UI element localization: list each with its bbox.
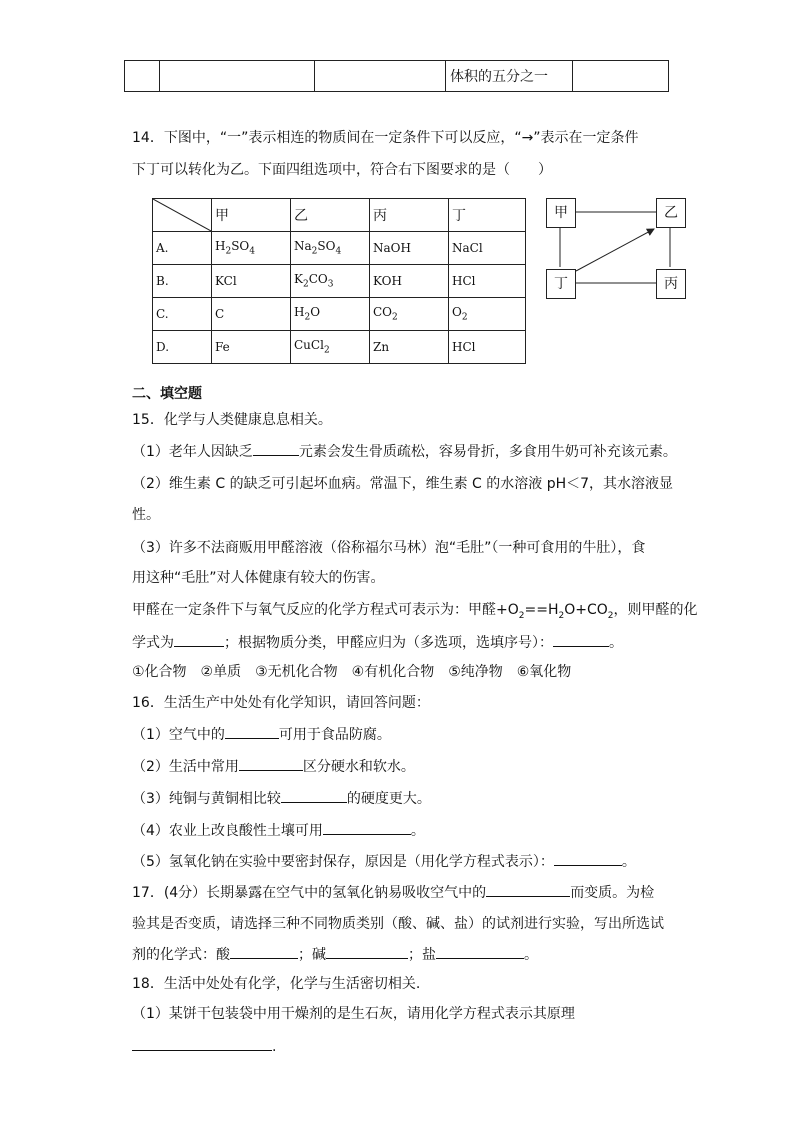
formula-cell: $Na_2SO_4$	[291, 232, 370, 265]
node-bing: 丙	[656, 269, 686, 299]
previous-question-table	[124, 60, 669, 92]
option-row-c	[153, 298, 526, 331]
q17-line2: 验其是否变质，请选择三种不同物质类别（酸、碱、盐）的试剂进行实验，写出所选试	[132, 916, 664, 932]
formula-cell: $O_2$	[449, 298, 526, 331]
q18-title: 18．生活中处处有化学，化学与生活密切相关.	[132, 976, 421, 992]
row-label: A.	[153, 232, 212, 265]
relation-diagram	[540, 195, 690, 305]
answer-blank[interactable]	[436, 944, 524, 959]
q15-part2-line2: 性。	[132, 507, 160, 523]
header-jia: 甲	[212, 199, 291, 232]
row-label: C.	[153, 298, 212, 331]
q15-title: 15．化学与人类健康息息相关。	[132, 412, 332, 428]
answer-blank[interactable]	[326, 944, 408, 959]
formula-cell: Fe	[212, 331, 291, 364]
option-row-a	[153, 232, 526, 265]
header-yi: 乙	[291, 199, 370, 232]
diagonal-header-cell	[153, 199, 212, 232]
node-jia: 甲	[546, 198, 576, 228]
q15-part3-line1: （3）许多不法商贩用甲醛溶液（俗称福尔马林）泡“毛肚”（一种可食用的牛肚），食	[132, 540, 646, 556]
table-cell	[125, 61, 160, 92]
q17-line1: 17．(4分）长期暴露在空气中的氢氧化钠易吸收空气中的 而变质。为检	[132, 882, 654, 903]
row-label: D.	[153, 331, 212, 364]
formula-cell: $H_2SO_4$	[212, 232, 291, 265]
q17-line3: 剂的化学式：酸 ；碱 ；盐 。	[132, 944, 538, 965]
formula-cell: NaCl	[449, 232, 526, 265]
section-heading: 二、填空题	[132, 386, 202, 402]
formula-cell: KOH	[370, 265, 449, 298]
table-cell	[573, 61, 669, 92]
formula-cell: KCl	[212, 265, 291, 298]
q14-line1: 14．下图中，“一”表示相连的物质间在一定条件下可以反应，“→”表示在一定条件	[132, 130, 639, 146]
formula-cell: CuCl$_2$	[291, 331, 370, 364]
answer-blank[interactable]	[253, 441, 299, 456]
formula-cell: $K_2CO_3$	[291, 265, 370, 298]
formula-cell: $H_2O$	[291, 298, 370, 331]
formula-cell: C	[212, 298, 291, 331]
q18-part1: （1）某饼干包装袋中用干燥剂的是生石灰，请用化学方程式表示其原理	[132, 1006, 575, 1022]
node-ding: 丁	[546, 269, 576, 299]
q15-part2-line1: （2）维生素 C 的缺乏可引起坏血病。常温下，维生素 C 的水溶液 pH＜7，其水溶液显	[132, 476, 674, 492]
q16-part1: （1）空气中的 可用于食品防腐。	[132, 724, 391, 745]
q16-part5: （5）氢氧化钠在实验中要密封保存，原因是（用化学方程式表示）： 。	[132, 851, 636, 872]
q15-part1: （1）老年人因缺乏 元素会发生骨质疏松，容易骨折，多食用牛奶可补充该元素。	[132, 441, 677, 462]
answer-blank[interactable]	[554, 851, 622, 866]
answer-blank[interactable]	[323, 820, 411, 835]
answer-blank[interactable]	[174, 632, 224, 647]
q18-answer-line: .	[132, 1036, 276, 1057]
answer-blank[interactable]	[230, 944, 298, 959]
answer-blank[interactable]	[132, 1036, 272, 1051]
table-cell	[160, 61, 315, 92]
q15-equation-line: 甲醛在一定条件下与氧气反应的化学方程式可表示为：甲醛$+O_2==H_2O+CO_2$，则甲醛的化	[132, 602, 698, 621]
q15-formula-line: 学式为 ；根据物质分类，甲醛应归为（多选项，选填序号）： 。	[132, 632, 623, 653]
formula-cell: $CO_2$	[370, 298, 449, 331]
q16-part4: （4）农业上改良酸性土壤可用 。	[132, 820, 425, 841]
option-row-d	[153, 331, 526, 364]
diagonal-line	[153, 199, 211, 231]
q16-part3: （3）纯铜与黄铜相比较 的硬度更大。	[132, 788, 431, 809]
q15-options: ①化合物 ②单质 ③无机化合物 ④有机化合物 ⑤纯净物 ⑥氧化物	[132, 664, 572, 680]
table-cell	[315, 61, 446, 92]
answer-blank[interactable]	[553, 632, 609, 647]
formula-cell: HCl	[449, 331, 526, 364]
q16-part2: （2）生活中常用 区分硬水和软水。	[132, 756, 415, 777]
row-label: B.	[153, 265, 212, 298]
answer-blank[interactable]	[486, 882, 570, 897]
table-cell: 体积的五分之一	[446, 61, 573, 92]
formula-cell: NaOH	[370, 232, 449, 265]
header-bing: 丙	[370, 199, 449, 232]
q15-part3-line2: 用这种“毛肚”对人体健康有较大的伤害。	[132, 570, 385, 586]
answer-blank[interactable]	[225, 724, 279, 739]
q14-line2: 下丁可以转化为乙。下面四组选项中，符合右下图要求的是（ ）	[132, 162, 552, 178]
formula-cell: HCl	[449, 265, 526, 298]
option-row-b	[153, 265, 526, 298]
node-yi: 乙	[656, 198, 686, 228]
answer-blank[interactable]	[281, 788, 347, 803]
q14-options-table	[152, 198, 526, 364]
arrow-ding-to-yi	[576, 229, 654, 271]
header-ding: 丁	[449, 199, 526, 232]
q16-title: 16．生活生产中处处有化学知识，请回答问题：	[132, 695, 430, 711]
answer-blank[interactable]	[239, 756, 303, 771]
formula-cell: Zn	[370, 331, 449, 364]
